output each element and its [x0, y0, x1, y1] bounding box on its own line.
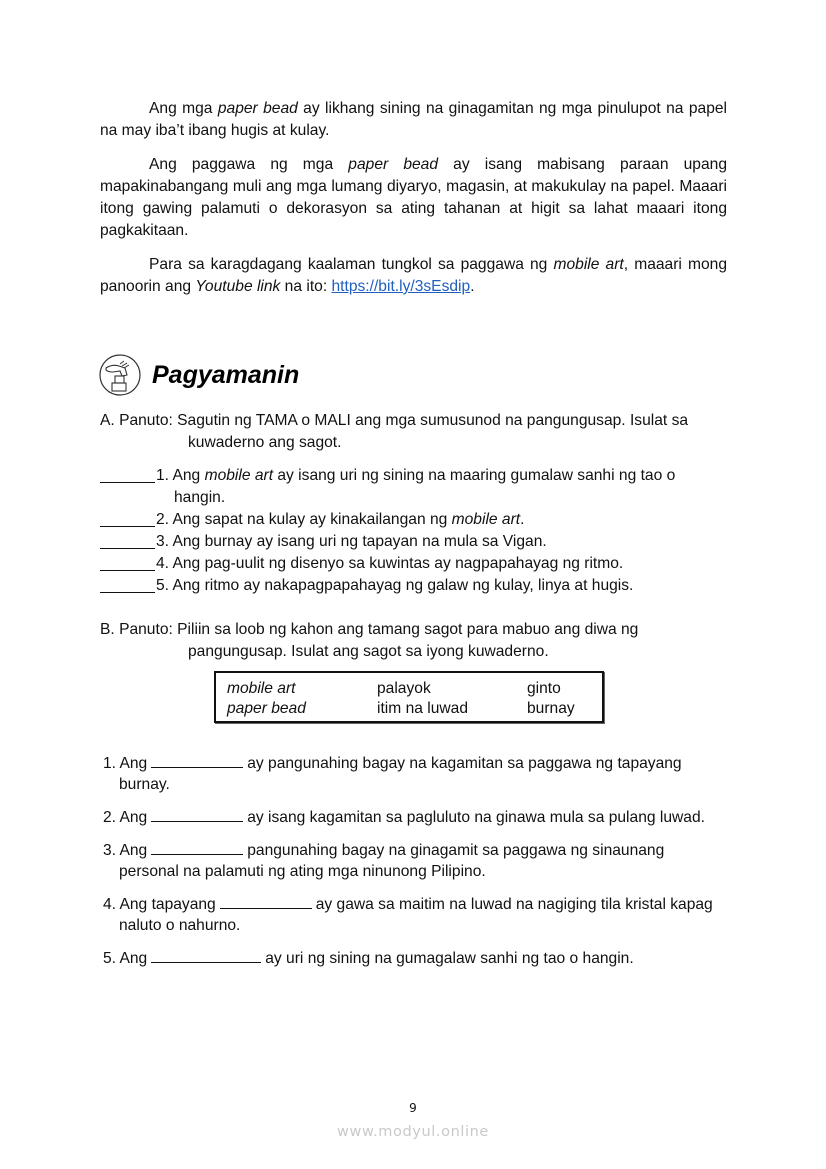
text: , maaari mong panoorin ang [100, 256, 728, 295]
answer-blank[interactable] [151, 947, 261, 963]
text: Ang ritmo ay nakapagpapahayag ng galaw ng kulay, linya at hugis. [172, 577, 634, 594]
emphasis: mobile art [451, 511, 521, 528]
text: kuwaderno ang sagot. [188, 434, 342, 451]
answer-blank[interactable] [220, 893, 312, 909]
emphasis: mobile art [553, 256, 624, 273]
choice: ginto [527, 680, 561, 697]
youtube-link[interactable]: https://bit.ly/3sEsdip [331, 278, 471, 295]
list-item [100, 509, 727, 531]
text: Ang pag-uulit ng disenyo sa kuwintas ay nagpapahayag ng ritmo. [172, 555, 624, 572]
text: na ito: [280, 278, 332, 295]
text: pangungusap. Isulat ang sagot sa iyong kuwaderno. [188, 643, 549, 660]
text: Ang mga [149, 100, 218, 117]
emphasis: paper bead [348, 156, 439, 173]
text: ay isang uri ng sining na maaring gumalaw sanhi ng tao o [273, 467, 676, 484]
item-number: 2. [103, 809, 120, 826]
instruction-label: A. Panuto: [100, 412, 178, 429]
text: ay uri ng sining na gumagalaw sanhi ng tao o hangin. [265, 950, 634, 967]
part-a-instructions [100, 410, 727, 454]
list-item [100, 575, 727, 597]
choice: burnay [527, 700, 575, 717]
intro-paragraph-3 [100, 254, 727, 298]
text: hangin. [174, 489, 226, 506]
answer-blank[interactable] [100, 509, 155, 527]
hand-blocks-icon [98, 353, 142, 397]
text: . [470, 278, 475, 295]
text: pangunahing bagay na ginagamit sa paggawa ng sinaunang personal na palamuti ng ating mga ninunong Pilipino. [119, 842, 665, 880]
answer-blank[interactable] [100, 575, 155, 593]
item-number: 1. [156, 467, 173, 484]
page-number: 9 [409, 1101, 417, 1115]
text: ay pangunahing bagay na kagamitan sa paggawa ng tapayang burnay. [119, 755, 682, 793]
text: ay gawa sa maitim na luwad na nagiging tila kristal kapag naluto o nahurno. [119, 896, 713, 934]
list-item [100, 465, 727, 509]
section-heading [98, 352, 299, 398]
answer-blank[interactable] [151, 752, 243, 768]
text: Ang [172, 467, 205, 484]
section-title: Pagyamanin [152, 360, 300, 389]
text: Ang [119, 842, 148, 859]
choice: palayok [377, 680, 431, 697]
answer-blank[interactable] [151, 839, 243, 855]
list-item [100, 531, 727, 553]
intro-paragraph-1 [100, 98, 727, 142]
text: Ang [119, 809, 148, 826]
choices-box [214, 671, 604, 723]
answer-blank[interactable] [151, 806, 243, 822]
answer-blank[interactable] [100, 531, 155, 549]
text: Ang sapat na kulay ay kinakailangan ng [172, 511, 452, 528]
item-number: 4. [156, 555, 173, 572]
text: Ang burnay ay isang uri ng tapayan na mula sa Vigan. [172, 533, 547, 550]
choice: itim na luwad [377, 700, 469, 717]
item-number: 5. [103, 950, 120, 967]
text: Ang [119, 755, 148, 772]
instruction-label: B. Panuto: [100, 621, 178, 638]
answer-blank[interactable] [100, 465, 155, 483]
list-item [103, 752, 723, 795]
true-false-list [100, 465, 727, 597]
item-number: 5. [156, 577, 173, 594]
item-number: 2. [156, 511, 173, 528]
text: ay isang kagamitan sa pagluluto na ginawa mula sa pulang luwad. [247, 809, 705, 826]
list-item [103, 893, 723, 936]
intro-paragraph-2 [100, 154, 727, 242]
emphasis: mobile art [204, 467, 274, 484]
part-b-instructions [100, 619, 727, 663]
text: Para sa karagdagang kaalaman tungkol sa paggawa ng [149, 256, 554, 273]
choice: mobile art [227, 680, 296, 697]
list-item [103, 839, 723, 882]
text: Ang tapayang [119, 896, 216, 913]
item-number: 3. [156, 533, 173, 550]
item-number: 1. [103, 755, 120, 772]
item-number: 4. [103, 896, 120, 913]
item-number: 3. [103, 842, 120, 859]
list-item [103, 947, 723, 969]
text: Ang [119, 950, 148, 967]
text: Sagutin ng TAMA o MALI ang mga sumusunod na pangungusap. Isulat sa [177, 412, 689, 429]
emphasis: Youtube link [195, 278, 281, 295]
choice: paper bead [227, 700, 306, 717]
text: Ang paggawa ng mga [149, 156, 349, 173]
website-watermark: www.modyul.online [337, 1124, 489, 1140]
list-item [100, 553, 727, 575]
list-item [103, 806, 723, 828]
answer-blank[interactable] [100, 553, 155, 571]
text: Piliin sa loob ng kahon ang tamang sagot para mabuo ang diwa ng [177, 621, 639, 638]
text: ay likhang sining na ginagamitan ng mga pinulupot na papel na may iba’t ibang hugis at kulay. [100, 100, 727, 139]
text: ay isang mabisang paraan upang mapakinabangang muli ang mga lumang diyaryo, magasin, at makukulay na papel. Maaari itong gawing palamuti o dekorasyon sa ating tahanan at higit sa lahat maaari itong pagkakitaan. [100, 156, 727, 239]
emphasis: paper bead [217, 100, 298, 117]
fill-in-list [103, 752, 723, 980]
text: . [520, 511, 525, 528]
